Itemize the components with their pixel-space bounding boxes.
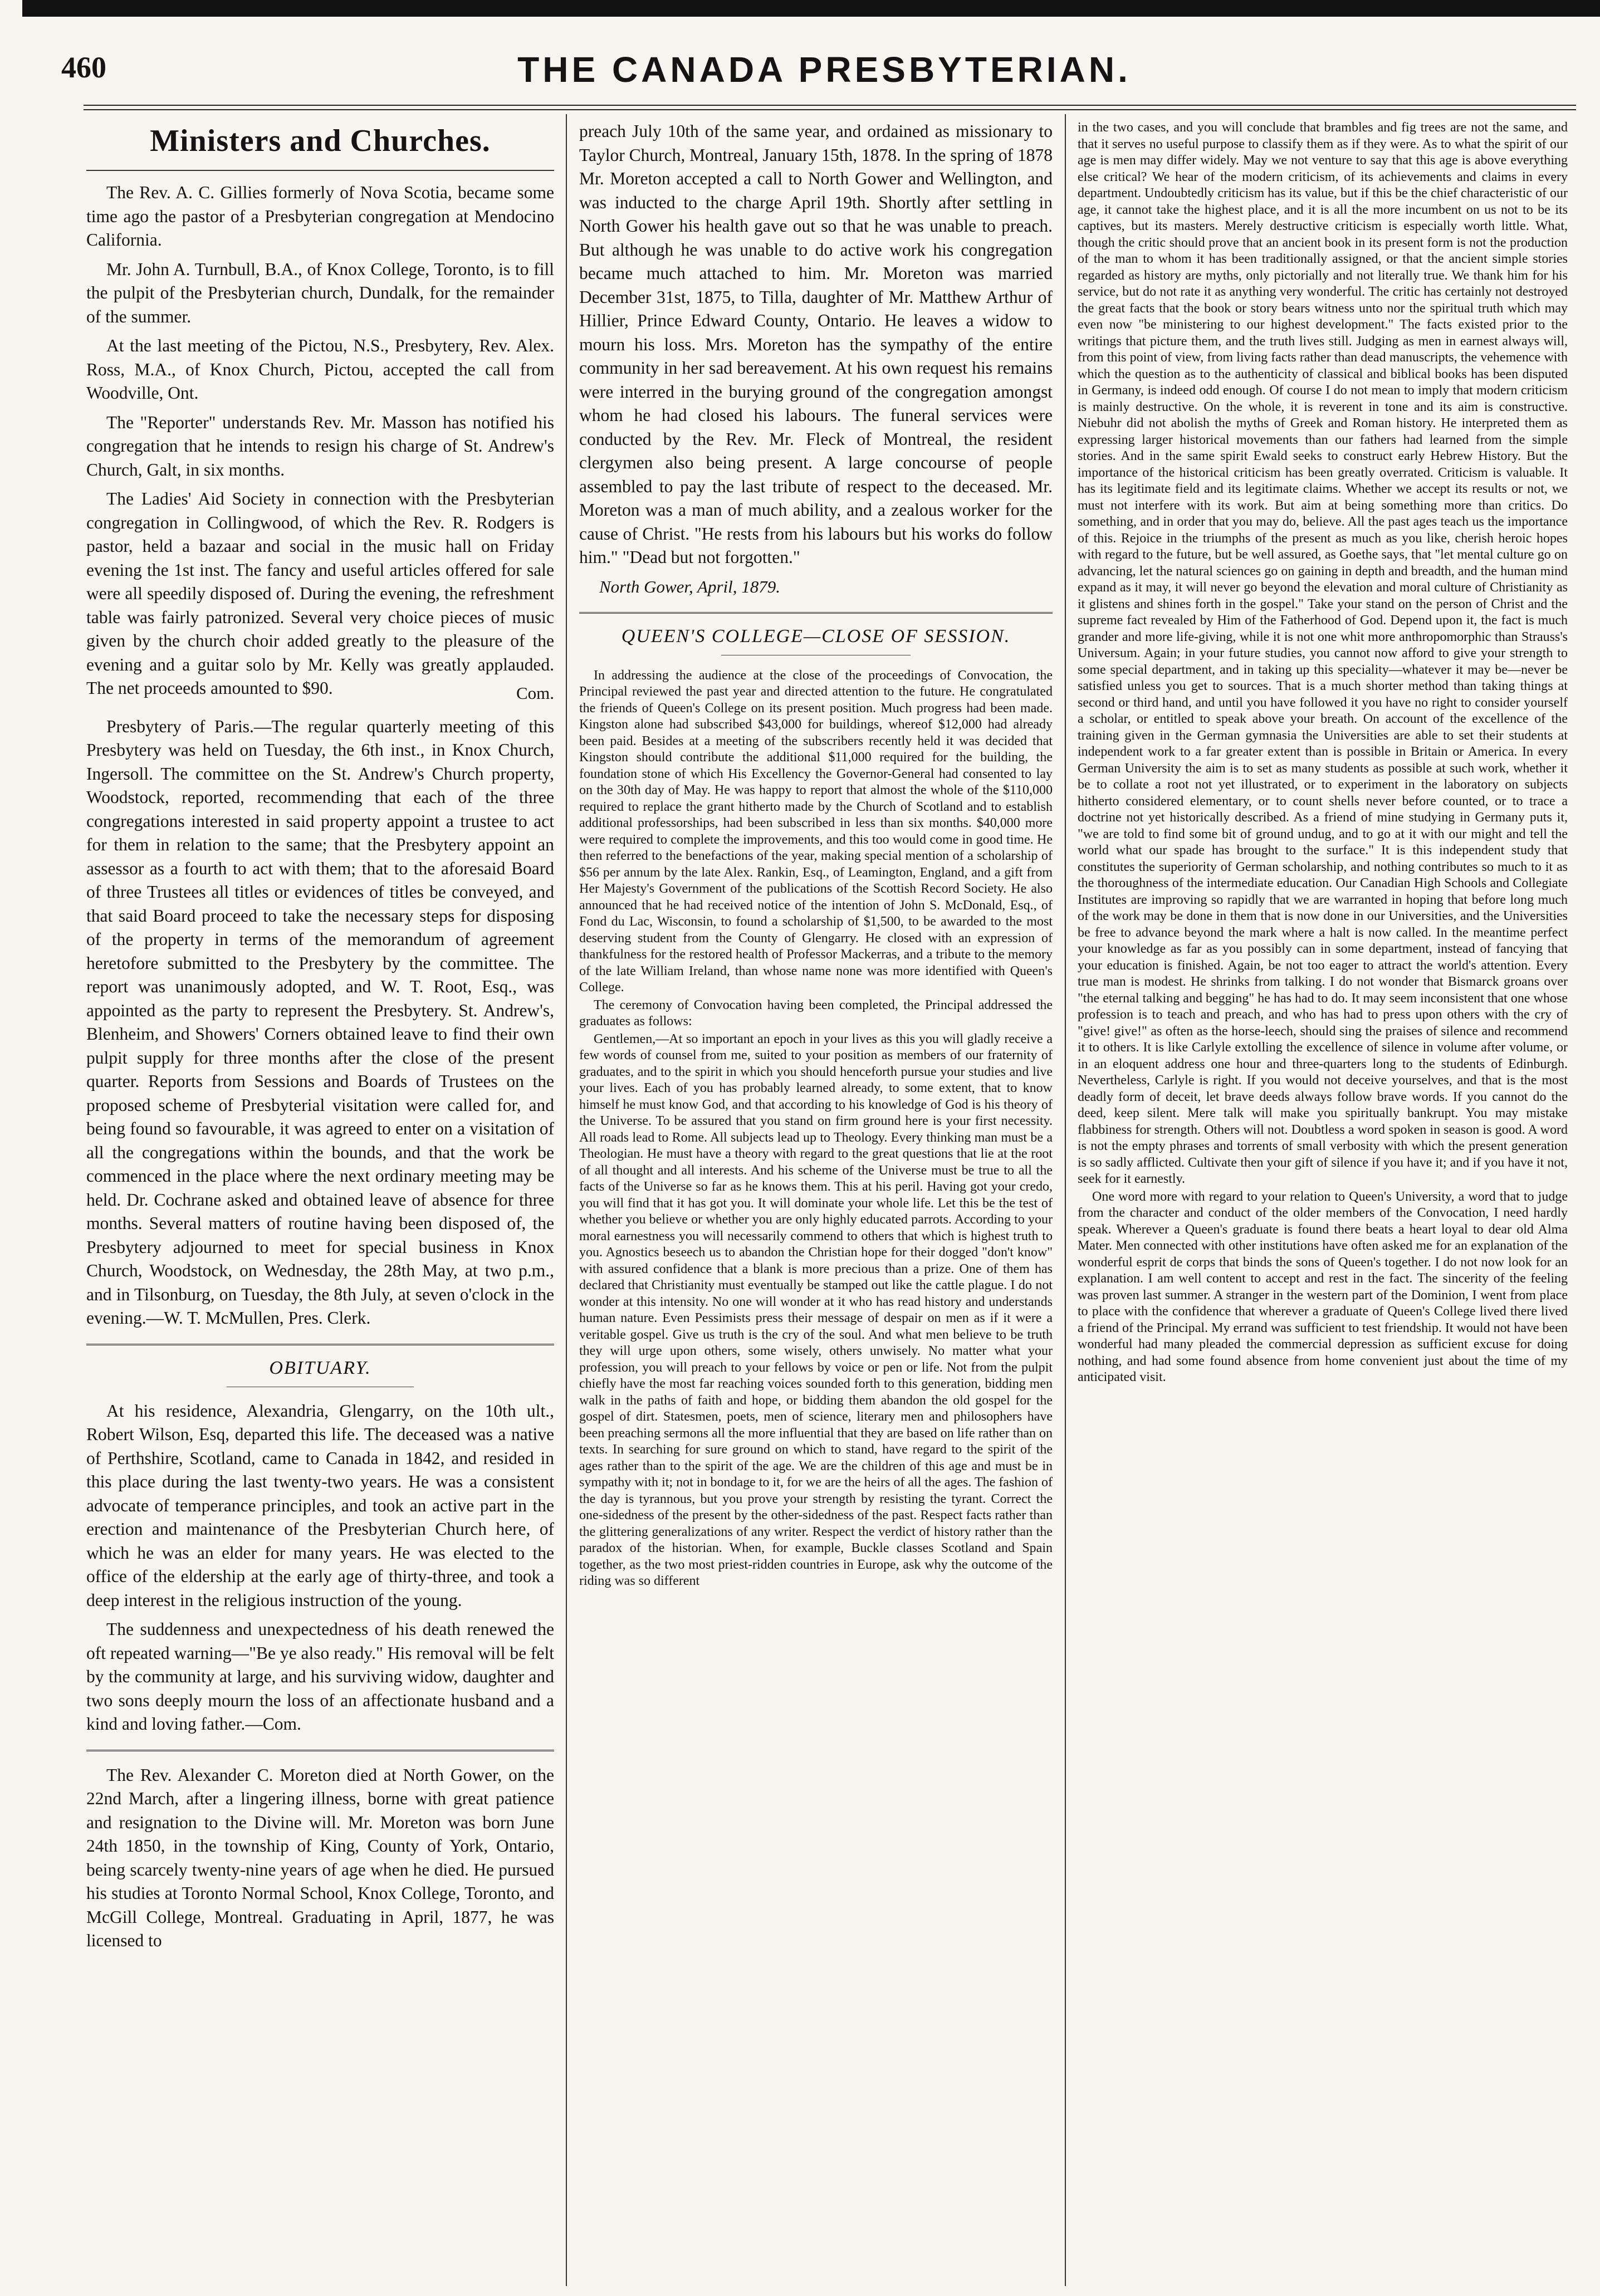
news-item: The Rev. A. C. Gillies formerly of Nova Scotia, became some time ago the pastor of a Presbyterian congregation at Mendocino California. xyxy=(86,183,554,249)
article-paragraph: Gentlemen,—At so important an epoch in your lives as this you will gladly receive a few words of counsel from me, suited to your position as members of our fraternity of graduates, and to the spirit in which you should henceforth pursue your studies and live your lives. Each of you has probably learned already, to some extent, that to know himself he must know God, and that according to his knowledge of God is his theory of the Universe. To be assured that you stand on firm ground here is your first necessity. All roads lead to Rome. All subjects lead up to Theology. Every thinking man must be a Theologian. He must have a theory with regard to the great questions that lie at the root of all thought and all interests. And his scheme of the Universe must be true to all the facts of the Universe so far as he knows them. This at his peril. Having got your credo, you will find that it has got you. It will dominate your whole life. Let this be the test of whether you believe or whether you are only highly educated parrots. According to your moral earnestness you will necessarily commend to others that which is highest truth to you. Agnostics beseech us to abandon the Christian hope for their dogged "don't know" with assured confidence that a blank is more precious than a prize. One of them has declared that Christianity must eventually be stamped out like the cattle plague. I do not wonder at this intensity. No one will wonder at it who has read history and understands human nature. Even Pessimists press their message of despair on men as if it were a veritable gospel. Give us truth is the cry of the soul. And what men believe to be truth they will urge upon others, some wisely, others unwisely. No matter what your profession, you will preach to your fellows by voice or pen or life. Not from the pulpit chiefly have the most far reaching voices sounded forth to this generation, bidding men walk in the paths of faith and hope, or bidding them abandon the old gospel for the gospel of dirt. Statesmen, poets, men of science, literary men and philosophers have been preaching sermons all the more influential that they are based on life rather than on texts. In searching for sure ground on which to stand, have regard to the spirit of the ages rather than to the spirit of the age. We are the children of this age and must be in sympathy with it; not in bondage to it, for we are the heirs of all the ages. The fashion of the day is tyrannous, but you prove your strength by resisting the tyrant. Correct the one-sidedness of the present by the other-sidedness of the past. Respect facts rather than the glittering generalizations of any writer. Respect the verdict of history rather than the paradox of the historian. When, for example, Buckle classes Scotland and Spain together, as the two most priest-ridden countries in Europe, ask why the outcome of the riding was so different xyxy=(579,1031,1053,1588)
section-rule xyxy=(86,1344,554,1345)
newspaper-title: THE CANADA PRESBYTERIAN. xyxy=(517,50,1131,90)
obituary-paragraph: The suddenness and unexpectedness of his death renewed the oft repeated warning—"Be ye also ready." His removal will be felt by the community at large, and his surviving widow, daughter and two sons deeply mourn the loss of an affectionate husband and a kind and loving father.—Com. xyxy=(86,1619,554,1734)
section-rule xyxy=(86,1750,554,1751)
news-item: At the last meeting of the Pictou, N.S., Presbytery, Rev. Alex. Ross, M.A., of Knox Church, Pictou, accepted the call from Woodville, Ont. xyxy=(86,336,554,403)
article-paragraph: in the two cases, and you will conclude that brambles and fig trees are not the same, and that it serves no useful purpose to classify them as if they were. As to what the spirit of our age is men may differ widely. May we not venture to say that this age is above everything else critical? We hear of the modern criticism, of its achievements and claims in every department. Undoubtedly criticism has its value, but if this be the chief characteristic of our age, it cannot take the highest place, and it is all the more incumbent on us not to be its captives, but its masters. Merely destructive criticism is especially worth little. What, though the critic should prove that an ancient book in its present form is not the production of the man to whom it has been traditionally assigned, or that the ancient simple stories regarded as history are myths, only pictorially and not literally true. We thank him for his service, but do not rate it as anything very wonderful. The critic has certainly not destroyed the great facts that the book or story bears witness unto nor the spiritual truth which may even now "be ministering to our highest development." The facts existed prior to the writings that picture them, and the truth lives still. Judging as men in earnest always will, from this point of view, from living facts rather than dead manuscripts, the vehemence with which the question as to the authenticity of classical and biblical books has been disputed in Germany, is indeed odd enough. Of course I do not mean to imply that modern criticism is mainly destructive. On the whole, it is reverent in tone and its aim is constructive. Niebuhr did not abolish the myths of Greek and Roman history. He interpreted them as expressing larger historical movements than our fathers had learned from the simple stories. And in the same spirit Ewald seeks to construct early Hebrew History. But the importance of the historical criticism has been greatly overrated. Criticism is valuable. It has its legitimate field and its legitimate claims. Whether we accept its results or not, we must not interfere with its work. But aim at being something more than critics. Do something, and in order that you may do, believe. All the past ages teach us the importance of this. Rejoice in the triumphs of the present as much as you like, cherish heroic hopes with regard to the future, but be well assured, as Goethe says, that "let mental culture go on advancing, let the natural sciences go on gaining in depth and breadth, and the human mind expand as it may, it will never go beyond the elevation and moral culture of Christianity as it glistens and shines forth in the gospel." Take your stand on the person of Christ and the supreme fact revealed by Him of the Fatherhood of God. Depend upon it, the fact is much grander and more life-giving, while it is not one whit more anthropomorphic than Strauss's Universum. Again; in your future studies, you cannot now afford to give your strength to some special department, and in taking up this speciality—whatever it may be—never be satisfied unless you get to sources. That is a much shorter method than taking things at second or third hand, and until you have followed it you have no right to consider yourself a scholar, or entitled to speak above your breath. On account of the excellence of the training given in the German gymnasia the Universities are able to set their students at independent work to a far greater extent than is possible in Britain or America. In every German University the aim is to set as many students as possible at such work, whether it be to collate a root not yet illustrated, or to experiment in the laboratory on subjects hitherto considered elementary, or to count shells never before counted, or to trace a doctrine not yet historically described. As a friend of mine studying in Germany puts it, "we are told to find some bit of ground undug, and to go at it with our might and tell the world what our spade has brought to the surface." It is this independent study that constitutes the superiority of German scholarship, and nothing contributes so much to it as the thoroughness of the intermediate education. Our Canadian High Schools and Collegiate Institutes are improving so rapidly that we are warranted in hoping that before long much of the work may be done in them that is now done in our Universities, and the Universities be free to advance beyond the mark where a halt is now called. In the meantime perfect your knowledge as far as you possibly can in some department, instead of fancying that your education is finished. Again, be not too eager to attract the world's attention. Every true man is modest. He shrinks from talking. I do not wonder that Bismarck groans over "the eternal talking and begging" he has had to do. It may seem inconsistent that one whose profession is to teach and preach, and who has had to press upon others with the cry of "give! give!" as often as the horse-leech, should sing the praises of silence and recommend it to others. It is like Carlyle extolling the excellence of silence in volume after volume, or in an eloquent address one hour and three-quarters long to the students of Edinburgh. Nevertheless, Carlyle is right. If you would not deceive yourselves, and that is the most deadly form of deceit, let brave deeds always follow brave words. If you cannot do the deed, keep silent. Mere talk will make you spiritually bankrupt. You may mistake flabbiness for strength. Others will not. Doubtless a word spoken in season is good. A word is not the empty phrases and torrents of small verbosity with which the present generation is so sadly afflicted. Cultivate then your gift of silence if you have it; and if you have it not, seek for it earnestly. xyxy=(1078,120,1568,1186)
obituary-paragraph: The Rev. Alexander C. Moreton died at North Gower, on the 22nd March, after a lingering illness, borne with great patience and resignation to the Divine will. Mr. Moreton was born June 24th 1850, in the township of King, County of York, Ontario, being scarcely twenty-nine years of age when he died. He pursued his studies at Toronto Normal School, Knox College, Toronto, and McGill College, Montreal. Graduating in April, 1877, he was licensed to xyxy=(86,1765,554,1950)
column-middle xyxy=(579,120,1053,2286)
news-item: Mr. John A. Turnbull, B.A., of Knox College, Toronto, is to fill the pulpit of the Presbyterian church, Dundalk, for the remainder of the summer. xyxy=(86,259,554,326)
obituary-dateline: North Gower, April, 1879. xyxy=(599,576,780,596)
column-divider xyxy=(1065,114,1066,2286)
signature: Com. xyxy=(516,683,554,703)
section-rule xyxy=(579,612,1053,614)
column-left xyxy=(86,120,554,2286)
obituary-paragraph: At his residence, Alexandria, Glengarry, on the 10th ult., Robert Wilson, Esq, departed this life. The deceased was a native of Perthshire, Scotland, came to Canada in 1842, and resided in this place during the last twenty-two years. He was a consistent advocate of temperance principles, and took an active part in the erection and maintenance of the Presbyterian Church here, of which he was an elder for many years. He was elected to the office of the eldership at the early age of thirty-three, and took a deep interest in the religious instruction of the young. xyxy=(86,1401,554,1610)
page-header xyxy=(61,33,1587,106)
section-rule xyxy=(86,170,554,171)
news-item: The "Reporter" understands Rev. Mr. Masson has notified his congregation that he intends to resign his charge of St. Andrew's Church, Galt, in six months. xyxy=(86,412,554,479)
obituary-paragraph: preach July 10th of the same year, and ordained as missionary to Taylor Church, Montreal, January 15th, 1878. In the spring of 1878 Mr. Moreton accepted a call to North Gower and Wellington, and was inducted to the charge April 19th. Shortly after settling in North Gower his health gave out so that he was unable to preach. But although he was unable to do active work his congregation became much attached to him. Mr. Moreton was married December 31st, 1875, to Tilla, daughter of Mr. Matthew Arthur of Hillier, Prince Edward County, Ontario. He leaves a widow to mourn his loss. Mrs. Moreton has the sympathy of the entire community in her sad bereavement. At his own request his remains were interred in the burying ground of the congregation amongst whom he had closed his labours. The funeral services were conducted by the Rev. Mr. Fleck of Montreal, the resident clergymen also being present. A large concourse of people assembled to pay the last tribute of respect to the deceased. Mr. Moreton was a man of much ability, and a zealous worker for the cause of Christ. "He rests from his labours but his works do follow him." "Dead but not forgotten." xyxy=(579,121,1053,567)
presbytery-report: Presbytery of Paris.—The regular quarterly meeting of this Presbytery was held on Tuesday, the 6th inst., in Knox Church, Ingersoll. The committee on the St. Andrew's Church property, Woodstock, reported, recommending that each of the three congregations interested in said property appoint a trustee to act for them in relation to the same; that the Presbytery appoint an assessor as a fourth to act with them; that to the aforesaid Board of three Trustees all titles or evidences of titles be conveyed, and that said Board proceed to take the necessary steps for disposing of the property in terms of the memorandum of agreement heretofore submitted to the Presbytery by the committee. The report was unanimously adopted, and W. T. Root, Esq., was appointed as the party to represent the Presbytery. St. Andrew's, Blenheim, and Showers' Corners obtained leave to find their own pulpit supply for three months after the close of the present quarter. Reports from Sessions and Boards of Trustees on the proposed scheme of Presbyterial visitation were called for, and being found so favourable, it was agreed to enter on a visitation of all the congregations within the bounds, and that the work be commenced in the place where the next ordinary meeting may be held. Dr. Cochrane asked and obtained leave of absence for three months. Several matters of routine having been disposed of, the Presbytery adjourned to meet for special business in Knox Church, Woodstock, on Wednesday, the 28th May, at two p.m., and in Tilsonburg, on Tuesday, the 8th July, at seven o'clock in the evening.—W. T. McMullen, Pres. Clerk. xyxy=(86,716,554,1328)
obituary-heading: OBITUARY. xyxy=(269,1357,371,1378)
ministers-churches-heading: Ministers and Churches. xyxy=(150,124,491,158)
top-printing-rule xyxy=(22,0,1600,17)
column-divider xyxy=(566,114,567,2286)
article-paragraph: In addressing the audience at the close of the proceedings of Convocation, the Principal reviewed the past year and directed attention to the future. He congratulated the friends of Queen's College on its present position. Much progress had been made. Kingston alone had subscribed $43,000 for buildings, whereof $12,000 had already been paid. Besides at a meeting of the subscribers recently held it was decided that Kingston should contribute the additional $11,000 required for the building, the foundation stone of which His Excellency the Governor-General had consented to lay on the 30th day of May. He was happy to report that almost the whole of the $110,000 required to replace the grant hitherto made by the Church of Scotland and to establish additional professorships, had been subscribed in less than six months. $40,000 more were required to complete the improvements, and this too would come in good time. He then referred to the benefactions of the year, making special mention of a scholarship of $56 per annum by the late Alex. Rankin, Esq., of Leamington, England, and a gift from Her Majesty's Government of the publications of the Scottish Record Society. He also announced that he had received notice of the intention of John S. McDonald, Esq., of Fond du Lac, Wisconsin, to found a scholarship of $1,500, to be awarded to the most deserving student from the County of Glengarry. He closed with an expression of thankfulness for the restored health of Professor Mackerras, and a tribute to the memory of the late William Ireland, than whose name none was more identified with Queen's College. xyxy=(579,668,1053,995)
article-paragraph: The ceremony of Convocation having been completed, the Principal addressed the graduates as follows: xyxy=(579,997,1053,1029)
news-item: The Ladies' Aid Society in connection with the Presbyterian congregation in Collingwood, of which the Rev. R. Rodgers is pastor, held a bazaar and social in the music hall on Friday evening the 1st inst. The fancy and useful articles offered for sale were all speedily disposed of. During the evening, the refreshment table was fairly patronized. Several very choice pieces of music given by the church choir added greatly to the pleasure of the evening and a guitar solo by Mr. Kelly was greatly applauded. The net proceeds amounted to $90. xyxy=(86,489,554,698)
article-paragraph: One word more with regard to your relation to Queen's University, a word that to judge from the character and conduct of the older members of the Convocation, I need hardly speak. Wherever a Queen's graduate is found there beats a heart loyal to dear old Alma Mater. Men connected with other institutions have often asked me for an explanation of the wonderful esprit de corps that binds the sons of Queen's together. I do not now look for an explanation. I am well content to accept and rest in the fact. The sincerity of the feeling was proven last summer. A stranger in the western part of the Dominion, I went from place to place with the confidence that wherever a graduate of Queen's College lived there lived a friend of the Principal. My errand was sufficient to test friendship. It would not have been wonderful had many pleaded the commercial depression as sufficient excuse for doing nothing, and had some found absence from home convenient just about the time of my anticipated visit. xyxy=(1078,1189,1568,1384)
column-right xyxy=(1078,120,1568,2286)
header-rule xyxy=(84,105,1576,110)
queens-college-heading: QUEEN'S COLLEGE—CLOSE OF SESSION. xyxy=(621,625,1011,647)
page-number: 460 xyxy=(61,51,106,84)
